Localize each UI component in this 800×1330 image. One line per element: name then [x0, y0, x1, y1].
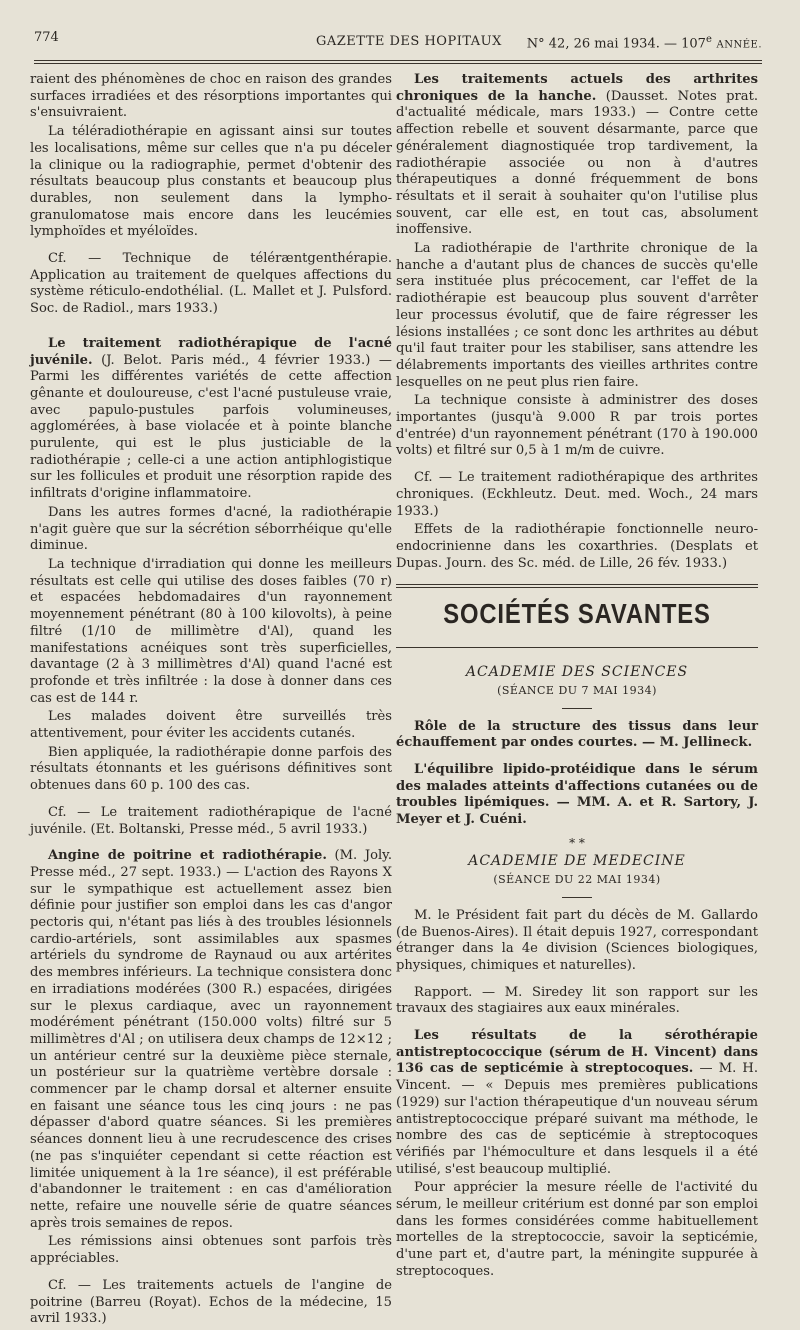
article-text: (J. Belot. Paris méd., 4 février 1933.) — Parmi les différentes variétés de cette affection gênante et douloureuse, c'est l'acné pustuleuse vraie, avec papulo-pustules parfois volumineuses, agglomérées, à base violacée et à pointe blanche purulente, qui est le plus justiciable de la radiothérapie ; celle-ci a une action antiphlogistique sur les follicules et produit une résorption rapide des infiltrats d'origine inflammatoire. — [30, 352, 392, 502]
article-text: (Dausset. Notes prat. d'actualité médicale, mars 1933.) — Contre cette affection rebelle et souvent désarmante, parce que généralement diagnostiquée trop tardivement, la radiothérapie associée ou non à d'autres thérapeutiques a donné fréquemment de bons résultats et il serait à souhaiter qu'on l'utilise plus souvent, car elle est, en tout cas, absolument inoffensive. — [396, 88, 758, 238]
header-rule — [34, 60, 762, 61]
article-text: — M. H. Vincent. — « Depuis mes premières publications (1929) sur l'action thérapeutique d'un nouveau sérum antistreptococcique préparé suivant ma méthode, le nombre des cas de septicémie à streptocoques vérifiés par l'hémoculture et dans lesquels il a été utilisé, s'est beaucoup multiplié. — [396, 1061, 758, 1177]
issue-info — [527, 34, 762, 51]
reference-paragraph: Effets de la radiothérapie fonctionnelle neuro-endocrinienne dans les coxarthries. (Desplats et Dupas. Journ. des Sc. méd. de Lille, 26 fév. 1933.) — [396, 522, 758, 571]
left-column — [30, 72, 392, 1330]
paragraph: La technique d'irradiation qui donne les meilleurs résultats est celle qui utilise des doses faibles (70 r) et espacées hebdomadaires d'un rayonnement moyennement pénétrant (80 à 100 kilovolts), à peine filtré (1/10 de millimètre d'Al), quand les manifestations acnéiques sont très superficielles, davantage (2 à 3 millimètres d'Al) quand l'acné est profonde et très infiltrée : la dose à donner dans ces cas est de 144 r. — [30, 556, 392, 706]
paragraph: M. le Président fait part du décès de M. Gallardo (de Buenos-Aires). Il était depuis 1927, correspondant étranger dans la 4e division (Sciences biologiques, physiques, chimiques et naturelles). — [396, 907, 758, 973]
issue-year: ANNÉE. — [716, 39, 762, 51]
academy-heading: ACADEMIE DES SCIENCES — [465, 664, 689, 681]
reference-paragraph: Cf. — Le traitement radiothérapique des arthrites chroniques. (Eckhleutz. Deut. med. Woch., 24 mars 1933.) — [396, 470, 758, 519]
paragraph: La technique consiste à administrer des doses importantes (jusqu'à 9.000 R par trois portes d'entrée) d'un rayonnement pénétrant (170 à 190.000 volts) et filtré sur 0,5 à 1 m/m de cuivre. — [396, 393, 758, 459]
paragraph: raient des phénomènes de choc en raison des grandes surfaces irradiées et des résorptions importantes qui s'ensuivraient. — [30, 72, 392, 121]
paragraph: Rapport. — M. Siredey lit son rapport sur les travaux des stagiaires aux eaux minérales. — [396, 984, 758, 1017]
session-date: (SÉANCE DU 7 MAI 1934) — [497, 683, 657, 697]
paragraph: La téléradiothérapie en agissant ainsi sur toutes les localisations, même sur celles que n'a pu déceler la clinique ou la radiographie, permet d'obtenir des résultats beaucoup plus constants et beaucoup plus durables, non seulement dans la lympho-granulomatose mais encore dans les leucémies lymphoïdes et myéloïdes. — [30, 124, 392, 240]
section-divider — [396, 584, 758, 588]
paragraph: Bien appliquée, la radiothérapie donne parfois des résultats étonnants et les guérisons définitives sont obtenues dans 60 p. 100 des cas. — [30, 744, 392, 794]
paragraph: Les malades doivent être surveillés très attentivement, pour éviter les accidents cutanés. — [30, 709, 392, 742]
article-heading: Les traitements actuels des arthrites chroniques de la hanche. — [396, 72, 758, 104]
article-paragraph — [396, 72, 758, 239]
issue-sup: e — [705, 34, 713, 45]
section-rule — [396, 647, 758, 648]
reference-paragraph: Cf. — Technique de téléræntgenthérapie. Application au traitement de quelques affections du système réticulo-endothélial. (L. Mallet et J. Pulsford. Soc. de Radiol., mars 1933.) — [30, 251, 392, 317]
short-divider — [562, 708, 592, 709]
article-text: (M. Joly. Presse méd., 27 sept. 1933.) — L'action des Rayons X sur le sympathique est actuellement assez bien définie pour justifier son emploi dans les cas d'angor pectoris qui, n'étant pas liés à des troubles lésionnels cardio-artériels, sont assimilables aux spasmes artériels du syndrome de Raynaud ou aux artérites des membres inférieurs. La technique consistera donc en irradiations modérées (300 R.) espacées, dirigées sur le plexus cardiaque, avec un rayonnement modérément pénétrant (150.000 volts) filtré sur 5 millimètres d'Al ; on utilisera deux champs de 12×12 ; un antérieur centré sur la deuxième pièce sternale, un postérieur sur la quatrième vertèbre dorsale : commencer par le champ dorsal et alterner ensuite en faisant une séance tous les cinq jours : ne pas dépasser d'abord quatre séances. Si les premières séances donnent lieu à une recrudescence des crises (ne pas s'inquiéter cependant si cette réaction est limitée uniquement à la 1re séance), il est préférable d'abandonner le traitement : en cas d'amélioration nette, refaire une nouvelle série de quatre séances après trois semaines de repos. — [30, 848, 392, 1231]
short-divider — [562, 897, 592, 898]
paragraph: Dans les autres formes d'acné, la radiothérapie n'agit guère que sur la sécrétion séborrhéique qu'elle diminue. — [30, 504, 392, 554]
header-rule-second — [34, 63, 762, 64]
session-date: (SÉANCE DU 22 MAI 1934) — [493, 873, 661, 887]
page-header — [34, 22, 762, 52]
page-number: 774 — [34, 30, 59, 45]
communication-title: L'équilibre lipido-protéidique dans le sérum des malades atteints d'affections cutanées ou de troubles lipémiques. — MM. A. et R. Sartory, J. Meyer et J. Cuéni. — [396, 761, 758, 828]
issue-number: N° 42, 26 mai 1934. — 107 — [526, 36, 706, 52]
academy-heading: ACADEMIE DE MEDECINE — [468, 853, 686, 870]
communication-title: Rôle de la structure des tissus dans leur échauffement par ondes courtes. — M. Jellineck. — [396, 718, 758, 751]
article-paragraph — [30, 336, 392, 503]
article-paragraph — [396, 1028, 758, 1178]
reference-paragraph: Cf. — Le traitement radiothérapique de l'acné juvénile. (Et. Boltanski, Presse méd., 5 avril 1933.) — [30, 804, 392, 837]
journal-title: GAZETTE DES HOPITAUX — [316, 34, 502, 49]
article-heading: Angine de poitrine et radiothérapie. — [48, 848, 327, 864]
section-title: SOCIÉTÉS SAVANTES — [443, 598, 711, 630]
reference-paragraph: Cf. — Les traitements actuels de l'angine de poitrine (Barreu (Royat). Echos de la médecine, 15 avril 1933.) — [30, 1277, 392, 1327]
article-heading: Les résultats de la sérothérapie antistreptococcique (sérum de H. Vincent) dans 136 cas de septicémie à streptocoques. — [396, 1028, 758, 1077]
paragraph: La radiothérapie de l'arthrite chronique de la hanche a d'autant plus de chances de succès qu'elle sera instituée plus précocement, car l'effet de la radiothérapie est beaucoup plus souvent d'arrêter leur processus évolutif, que de faire régresser les lésions installées ; ce sont donc les arthrites au début qu'il faut traiter pour les stabiliser, sans attendre les délabrements importants des vieilles arthrites contre lesquelles on ne peut plus rien faire. — [396, 241, 758, 390]
right-column — [396, 72, 758, 1283]
paragraph: Pour apprécier la mesure réelle de l'activité du sérum, le meilleur critérium est donné par son emploi dans les formes considérées comme habituellement mortelles de la streptococcie, savoir la septicémie, d'une part et, d'autre part, la méningite suppurée à streptocoques. — [396, 1180, 758, 1279]
paragraph: Les rémissions ainsi obtenues sont parfois très appréciables. — [30, 1234, 392, 1267]
ornament: * * — [569, 835, 585, 850]
article-heading: Le traitement radiothérapique de l'acné juvénile. — [30, 335, 392, 368]
